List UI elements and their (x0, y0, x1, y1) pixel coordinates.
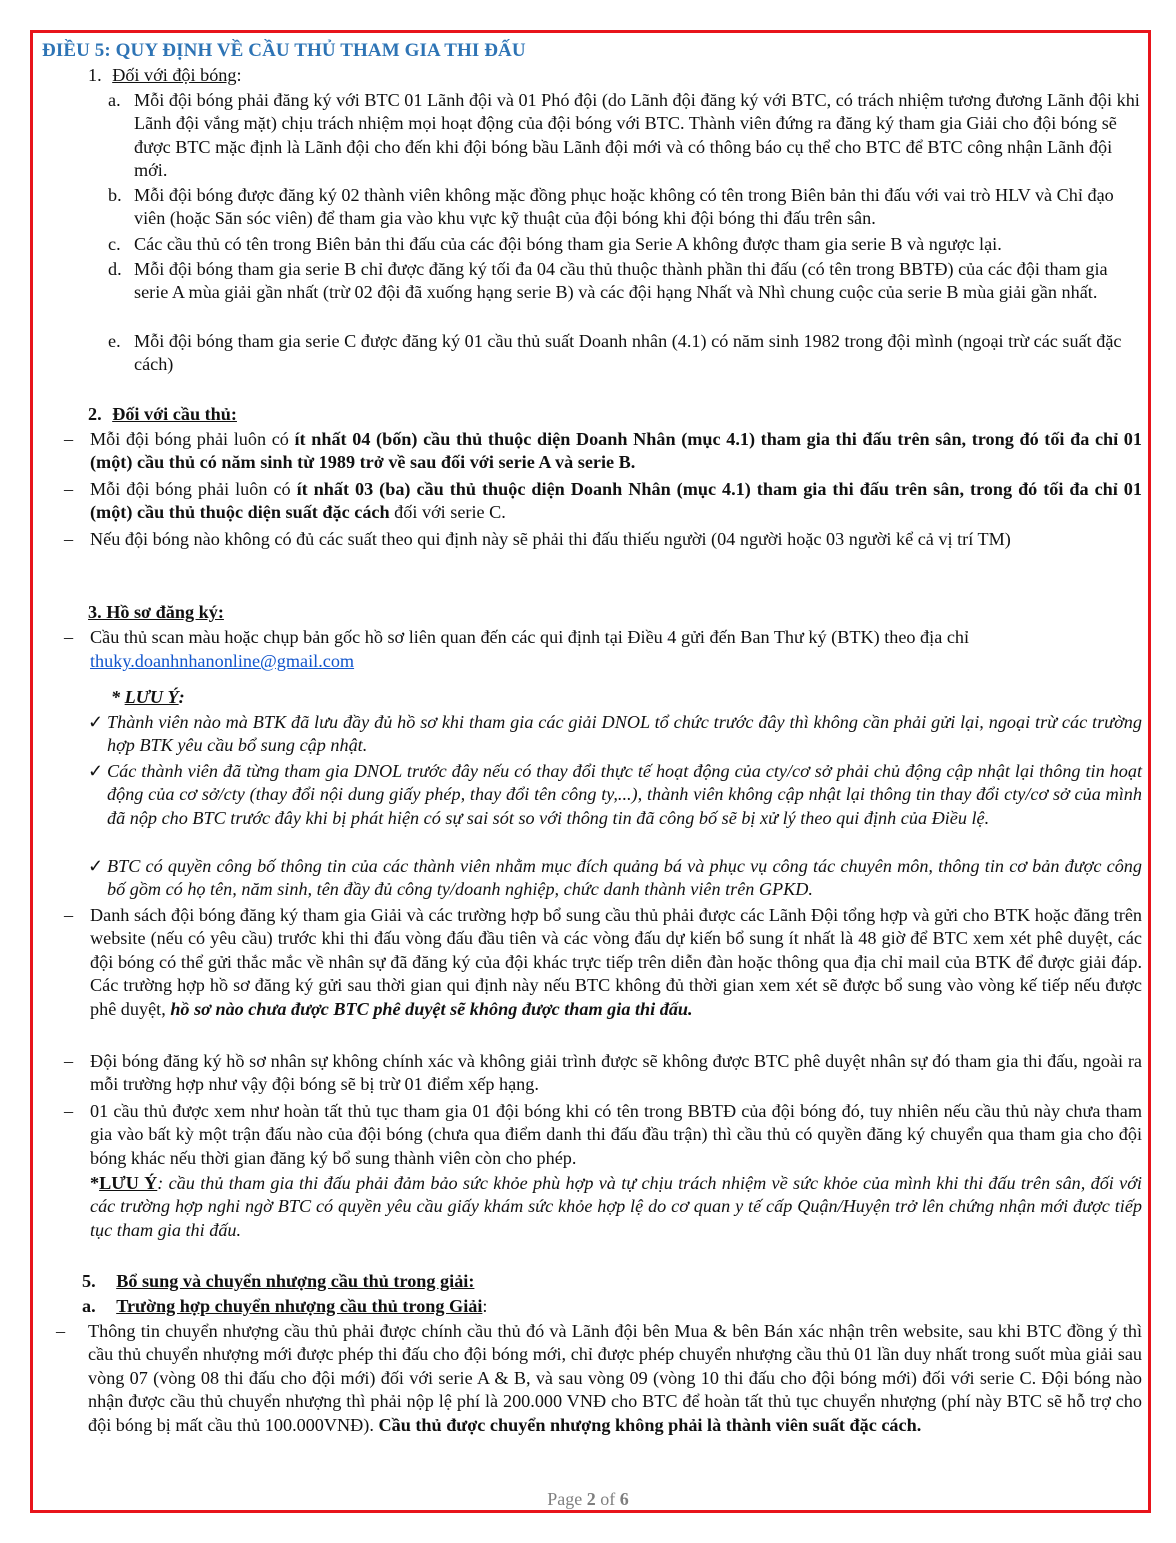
note-colon: : (178, 687, 185, 707)
footer-page-word: Page (547, 1489, 583, 1509)
rule-1-lead: Mỗi đội bóng phải luôn có (90, 429, 295, 449)
rule-1-bold: ít nhất 04 (bốn) cầu thủ thuộc diện Doanh Nhân (mục 4.1) tham gia thi đấu trên sân, trong đó tối đa chỉ 01 (một) cầu thủ có năm sinh từ 1989 trở về sau đối với serie A và serie B. (90, 429, 1142, 473)
dash-marker: – (64, 627, 74, 647)
transfer-rules-bold: Cầu thủ được chuyển nhượng không phải là thành viên suất đặc cách. (378, 1414, 922, 1435)
dash-marker: – (64, 1101, 74, 1121)
section-3-paragraph-4: 01 cầu thủ được xem như hoàn tất thủ tục tham gia 01 đội bóng khi có tên trong BBTĐ của đội bóng đó, tuy nhiên nếu cầu thủ này chưa tham gia vào bất kỳ một trận đấu nào của đội bóng (chưa qua điểm danh thi đấu đầu trận) thì cầu thủ có quyền đăng ký chuyển qua tham gia cho đội bóng khác nếu thời gian đăng ký bổ sung thành viên còn cho phép. (90, 1101, 1142, 1168)
section-2-rule-3: Nếu đội bóng nào không có đủ các suất theo qui định này sẽ phải thi đấu thiếu người (04 người hoặc 03 người kể cả vị trí TM) (90, 529, 1011, 549)
item-1b-marker: b. (108, 185, 122, 205)
footer-page-total: 6 (619, 1489, 629, 1509)
section-5a-title: Trường hợp chuyển nhượng cầu thủ trong Giải (116, 1296, 483, 1316)
note-label-text: LƯU Ý (124, 687, 179, 707)
check-icon: ✓ (88, 712, 104, 732)
section-5-heading (82, 1270, 474, 1293)
section-3-paragraph-2 (90, 904, 1142, 1021)
health-note-label: LƯU Ý (99, 1173, 158, 1193)
dash-marker: – (64, 429, 74, 449)
section-5-title: Bổ sung và chuyển nhượng cầu thủ trong giải: (116, 1271, 475, 1291)
section-2-title: Đối với cầu thủ: (112, 404, 237, 424)
section-2-rule-2 (90, 478, 1142, 525)
section-3-heading: 3. Hồ sơ đăng ký: (88, 602, 224, 622)
item-1b-text: Mỗi đội bóng được đăng ký 02 thành viên không mặc đồng phục hoặc không có tên trong Biên bản thi đấu với vai trò HLV và Chỉ đạo viên (hoặc Săn sóc viên) để tham gia vào khu vực kỹ thuật của đội bóng khi đội bóng thi đấu trên sân. (134, 185, 1114, 229)
registration-warning: hồ sơ nào chưa được BTC phê duyệt sẽ không được tham gia thi đấu. (170, 998, 693, 1019)
transfer-rules-text: Thông tin chuyển nhượng cầu thủ phải được chính cầu thủ đó và Lãnh đội bên Mua & bên Bán xác nhận trên website, sau khi BTC đồng ý thì cầu thủ chuyển nhượng mới được phép thi đấu cho đội bóng mới, chỉ được phép chuyển nhượng cầu thủ 01 lần duy nhất trong suốt mùa giải sau vòng 07 (vòng 08 thi đấu cho đội mới) đối với serie A & B, và sau vòng 09 (vòng 10 thi đấu cho đội bóng mới) đối với serie C. Đội bóng nào nhận được cầu thủ chuyển nhượng thì phải nộp lệ phí là 200.000 VNĐ cho BTC để hoàn tất thủ tục chuyển nhượng (phí này BTC sẽ hỗ trợ cho đội bóng bị mất cầu thủ 100.000VNĐ). (88, 1321, 1142, 1435)
item-1c-text: Các cầu thủ có tên trong Biên bản thi đấu của các đội bóng tham gia Serie A không được tham gia serie B và ngược lại. (134, 234, 1002, 254)
item-1e-marker: e. (108, 331, 121, 351)
section-5a-heading (82, 1295, 487, 1318)
rule-2-lead: Mỗi đội bóng phải luôn có (90, 479, 297, 499)
item-1a-marker: a. (108, 90, 121, 110)
dash-marker: – (56, 1321, 66, 1341)
note-label (111, 686, 185, 709)
note-item-3: BTC có quyền công bố thông tin của các thành viên nhằm mục đích quảng bá và phục vụ công tác chuyên môn, thông tin cơ bản được công bố gồm có họ tên, năm sinh, tên đầy đủ công ty/doanh nghiệp, chức danh thành viên trên GPKD. (107, 856, 1142, 900)
item-1c-marker: c. (108, 234, 121, 254)
check-icon: ✓ (88, 856, 104, 876)
section-5a-colon: : (482, 1296, 488, 1316)
section-5-number: 5. (82, 1271, 96, 1291)
dash-marker: – (64, 905, 74, 925)
rule-2-bold: ít nhất 03 (ba) cầu thủ thuộc diện Doanh Nhân (mục 4.1) tham gia thi đấu trên sân, trong đó tối đa chỉ 01 (một) cầu thủ thuộc diện suất đặc cách (90, 479, 1142, 523)
section-2-rule-1 (90, 428, 1142, 475)
email-address[interactable]: thuky.doanhnhanonline@gmail.com (90, 651, 355, 671)
section-3-paragraph-3: Đội bóng đăng ký hồ sơ nhân sự không chính xác và không giải trình được sẽ không được BTC phê duyệt nhân sự đó tham gia thi đấu, ngoài ra mỗi trường hợp như vậy đội bóng sẽ bị trừ 01 điểm xếp hạng. (90, 1051, 1142, 1095)
health-note-text: : cầu thủ tham gia thi đấu phải đảm bảo sức khỏe phù hợp và tự chịu trách nhiệm về sức khỏe của mình khi thi đấu trên sân, đối với các trường hợp nghi ngờ BTC có quyền yêu cầu giấy khám sức khỏe hợp lệ do cơ quan y tế cấp Quận/Huyện trở lên chứng nhận mới được tiếp tục tham gia thi đấu. (90, 1173, 1142, 1240)
health-note-star: * (90, 1173, 100, 1193)
page-footer (0, 1489, 1176, 1510)
health-note (90, 1172, 1142, 1242)
dash-marker: – (64, 529, 74, 549)
registration-deadline-text: Danh sách đội bóng đăng ký tham gia Giải và các trường hợp bổ sung cầu thủ phải được các Lãnh Đội tổng hợp và gửi cho BTK hoặc đăng trên website (nếu có yêu cầu) trước khi thi đấu vòng đấu đầu tiên và các vòng đấu dự kiến bổ sung ít nhất là 48 giờ để BTC xem xét phê duyệt, các đội bóng có thể gửi thắc mắc về nhân sự đã đăng ký của đội khác trực tiếp trên diễn đàn hoặc thông qua địa chỉ mail của BTK để được giải đáp. Các trường hợp hồ sơ đăng ký gửi sau thời gian qui định này nếu BTC không đủ thời gian xem xét sẽ được bổ sung vào vòng kế tiếp nếu được phê duyệt, (90, 905, 1142, 1019)
section-5a-marker: a. (82, 1296, 96, 1316)
section-3-paragraph-1: Cầu thủ scan màu hoặc chụp bản gốc hồ sơ liên quan đến các qui định tại Điều 4 gửi đến Ban Thư ký (BTK) theo địa chỉ (90, 627, 970, 647)
dash-marker: – (64, 479, 74, 499)
item-1a-text: Mỗi đội bóng phải đăng ký với BTC 01 Lãnh đội và 01 Phó đội (do Lãnh đội đăng ký với BTC, có trách nhiệm tương đương Lãnh đội khi Lãnh đội vắng mặt) chịu trách nhiệm mọi hoạt động của đội bóng với BTC. Thành viên đứng ra đăng ký tham gia Giải cho đội bóng sẽ được BTC mặc định là Lãnh đội cho đến khi đội bóng bầu Lãnh đội mới và có thông báo cụ thể cho BTC để BTC công nhận Lãnh đội mới. (134, 90, 1140, 181)
article-title: ĐIỀU 5: QUY ĐỊNH VỀ CẦU THỦ THAM GIA THI ĐẤU (42, 40, 526, 61)
dash-marker: – (64, 1051, 74, 1071)
footer-page-number: 2 (586, 1489, 596, 1509)
section-2-number: 2. (88, 404, 102, 424)
section-1-title: Đối với đội bóng (112, 65, 237, 85)
section-1-number: 1. (88, 65, 102, 85)
footer-of-word: of (600, 1489, 616, 1509)
item-1e-text: Mỗi đội bóng tham gia serie C được đăng ký 01 cầu thủ suất Doanh nhân (4.1) có năm sinh 1982 trong đội mình (ngoại trừ các suất đặc cách) (134, 331, 1122, 375)
section-1-colon: : (236, 65, 242, 85)
transfer-paragraph (88, 1320, 1142, 1437)
rule-2-tail: đối với serie C. (389, 502, 506, 523)
section-1-heading (88, 64, 242, 87)
note-item-1: Thành viên nào mà BTK đã lưu đầy đủ hồ sơ khi tham gia các giải DNOL tổ chức trước đây thì không cần phải gửi lại, ngoại trừ các trường hợp BTK yêu cầu bổ sung cập nhật. (107, 712, 1142, 756)
note-star: * (111, 687, 125, 707)
note-item-2: Các thành viên đã từng tham gia DNOL trước đây nếu có thay đổi thực tế hoạt động của cty/cơ sở phải chủ động cập nhật lại thông tin hoạt động của cơ sở/cty (thay đổi nội dung giấy phép, thay đổi tên công ty,...), thành viên không cập nhật lại thông tin thay đổi cty/cơ sở của mình đã nộp cho BTC trước đây khi bị phát hiện có sự sai sót so với thông tin đã công bố sẽ bị xử lý theo qui định của Điều lệ. (107, 761, 1142, 828)
email-link[interactable] (90, 650, 354, 673)
item-1d-marker: d. (108, 259, 122, 279)
item-1d-text: Mỗi đội bóng tham gia serie B chỉ được đăng ký tối đa 04 cầu thủ thuộc thành phần thi đấu (có tên trong BBTĐ) của các đội tham gia serie A mùa giải gần nhất (trừ 02 đội đã xuống hạng serie B) và các đội hạng Nhất và Nhì chung cuộc của serie B mùa giải gần nhất. (134, 259, 1108, 303)
check-icon: ✓ (88, 761, 104, 781)
section-2-heading (88, 403, 237, 426)
